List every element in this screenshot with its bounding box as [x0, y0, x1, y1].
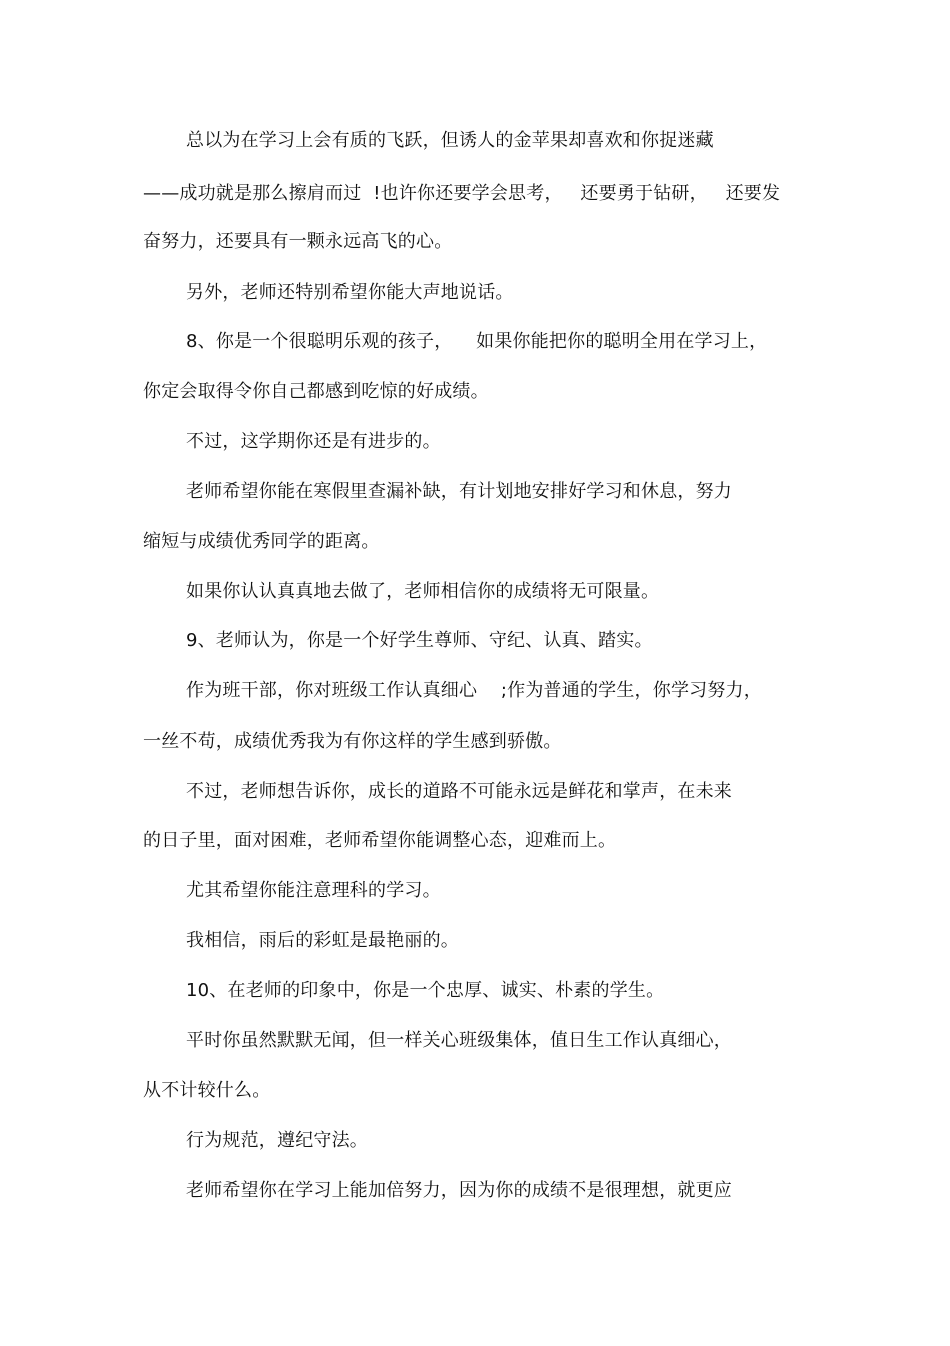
text-line: 作为班干部，你对班级工作认真细心 ;作为普通的学生，你学习努力，	[186, 680, 762, 701]
text-line: ——成功就是那么擦肩而过 !也许你还要学会思考， 还要勇于钻研， 还要发	[143, 183, 781, 204]
text-line: 缩短与成绩优秀同学的距离。	[143, 531, 380, 552]
text-line: 尤其希望你能注意理科的学习。	[186, 880, 441, 901]
text-line: 不过，这学期你还是有进步的。	[186, 431, 441, 452]
text-line: 老师希望你在学习上能加倍努力，因为你的成绩不是很理想，就更应	[186, 1180, 732, 1201]
text-line: 总以为在学习上会有质的飞跃，但诱人的金苹果却喜欢和你捉迷藏	[186, 130, 714, 151]
text-line: 奋努力，还要具有一颗永远高飞的心。	[143, 231, 453, 252]
text-line: 老师希望你能在寒假里查漏补缺，有计划地安排好学习和休息，努力	[186, 481, 732, 502]
text-line: 10、在老师的印象中，你是一个忠厚、诚实、朴素的学生。	[186, 980, 665, 1001]
text-line: 另外，老师还特别希望你能大声地说话。	[186, 282, 514, 303]
text-line: 我相信，雨后的彩虹是最艳丽的。	[186, 930, 459, 951]
text-line: 如果你认认真真地去做了，老师相信你的成绩将无可限量。	[186, 581, 660, 602]
text-line: 平时你虽然默默无闻，但一样关心班级集体，值日生工作认真细心，	[186, 1030, 732, 1051]
text-line: 9、老师认为，你是一个好学生尊师、守纪、认真、踏实。	[186, 630, 653, 651]
text-line: 不过，老师想告诉你，成长的道路不可能永远是鲜花和掌声，在未来	[186, 781, 732, 802]
text-line: 一丝不苟，成绩优秀我为有你这样的学生感到骄傲。	[143, 731, 562, 752]
text-line: 8、你是一个很聪明乐观的孩子， 如果你能把你的聪明全用在学习上，	[186, 331, 768, 352]
text-line: 从不计较什么。	[143, 1080, 271, 1101]
text-line: 你定会取得令你自己都感到吃惊的好成绩。	[143, 381, 489, 402]
text-line: 行为规范，遵纪守法。	[186, 1130, 368, 1151]
text-line: 的日子里，面对困难，老师希望你能调整心态，迎难而上。	[143, 830, 617, 851]
